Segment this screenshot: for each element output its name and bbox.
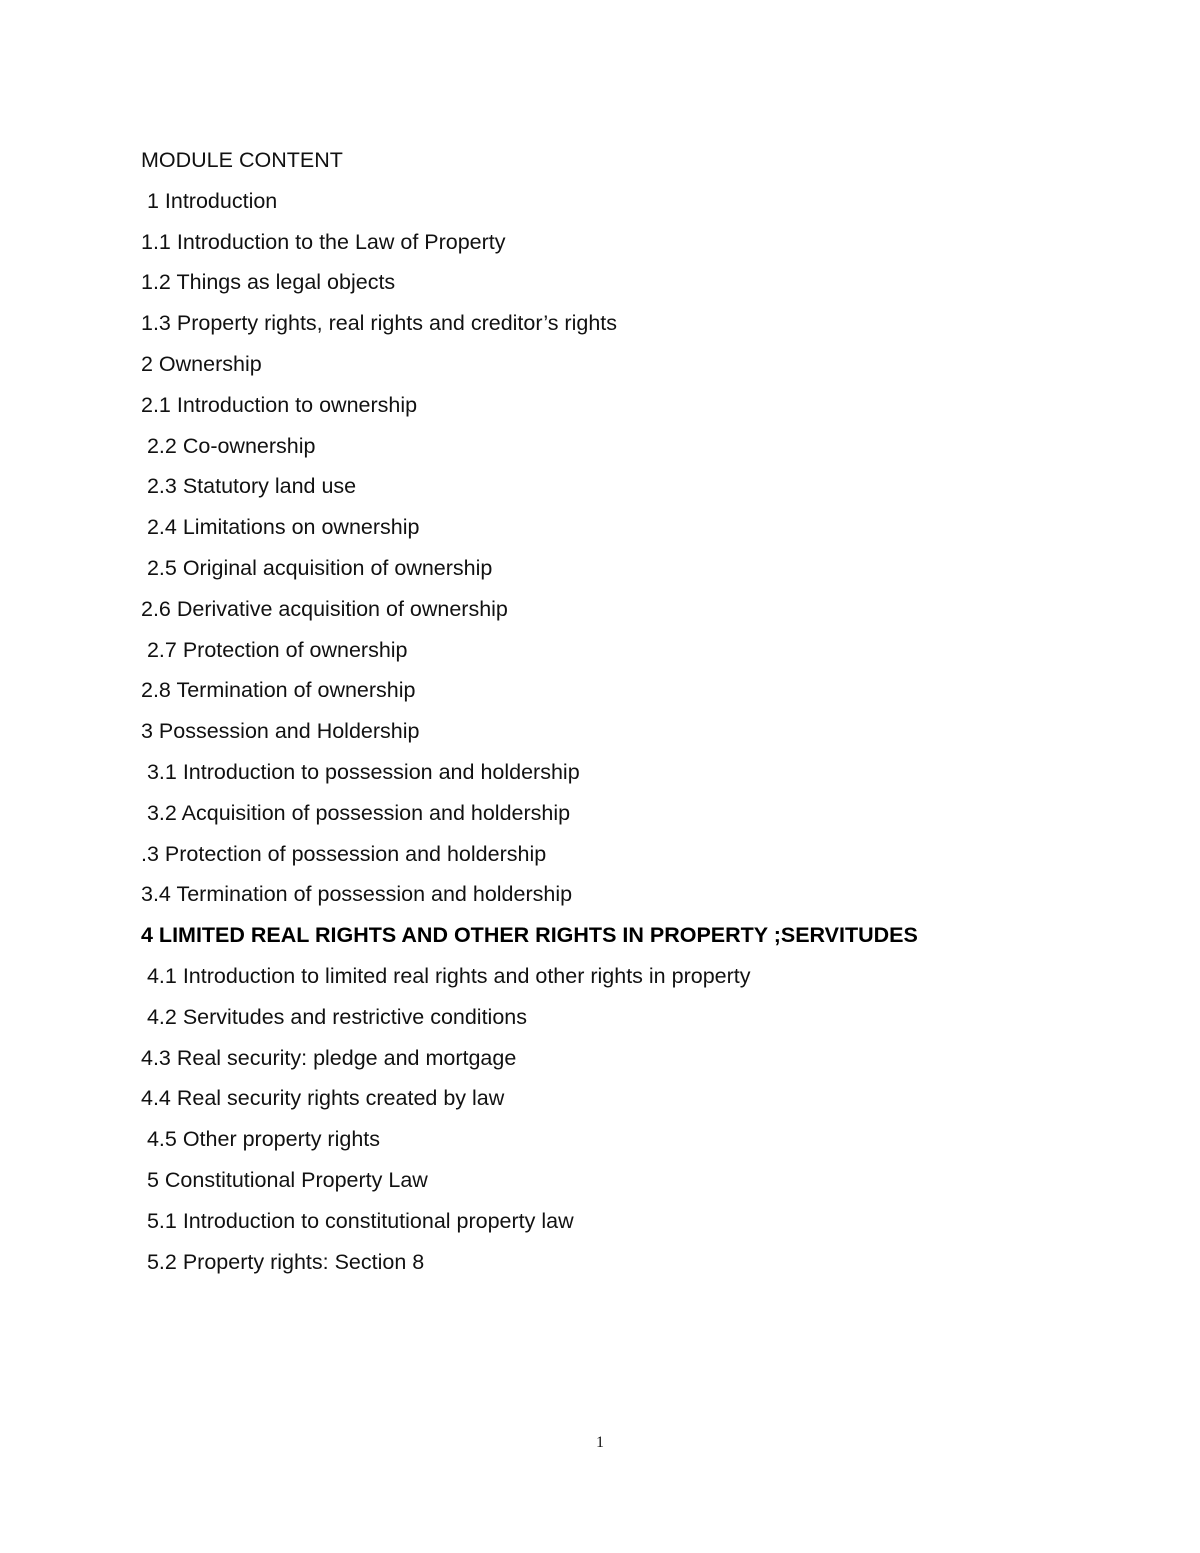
toc-item-4: 4 LIMITED REAL RIGHTS AND OTHER RIGHTS IN PROPERTY ;SERVITUDES: [141, 923, 918, 948]
module-content-heading: MODULE CONTENT: [141, 148, 343, 172]
toc-item-1-3: 1.3 Property rights, real rights and creditor’s rights: [141, 311, 618, 336]
toc-item-4-1: 4.1 Introduction to limited real rights and other rights in property: [141, 963, 751, 988]
toc-item-3-1: 3.1 Introduction to possession and holdership: [141, 759, 580, 784]
toc-item-3-4: 3.4 Termination of possession and holdership: [141, 882, 573, 907]
toc-item-1-2: 1.2 Things as legal objects: [141, 270, 396, 295]
toc-item-2-4: 2.4 Limitations on ownership: [141, 515, 420, 540]
module-content-list: [141, 140, 1101, 1282]
toc-item-2-8: 2.8 Termination of ownership: [141, 678, 416, 703]
toc-item-2-2: 2.2 Co-ownership: [141, 433, 316, 458]
toc-item-4-3: 4.3 Real security: pledge and mortgage: [141, 1045, 517, 1070]
toc-item-5: 5 Constitutional Property Law: [141, 1167, 428, 1192]
toc-item-2-6: 2.6 Derivative acquisition of ownership: [141, 596, 508, 621]
toc-item-4-5: 4.5 Other property rights: [141, 1127, 380, 1152]
toc-item-5-1: 5.1 Introduction to constitutional property law: [141, 1208, 574, 1233]
toc-item-5-2: 5.2 Property rights: Section 8: [141, 1249, 425, 1274]
page-number: 1: [596, 1434, 604, 1451]
toc-item-1: 1 Introduction: [141, 188, 278, 213]
toc-item-3-3: .3 Protection of possession and holdership: [141, 841, 547, 866]
toc-item-4-2: 4.2 Servitudes and restrictive conditions: [141, 1004, 528, 1029]
toc-item-2-5: 2.5 Original acquisition of ownership: [141, 555, 493, 580]
toc-item-4-4: 4.4 Real security rights created by law: [141, 1086, 505, 1111]
toc-item-3: 3 Possession and Holdership: [141, 719, 420, 744]
toc-item-2-1: 2.1 Introduction to ownership: [141, 392, 418, 417]
toc-item-3-2: 3.2 Acquisition of possession and holdership: [141, 800, 571, 825]
toc-item-2-3: 2.3 Statutory land use: [141, 474, 357, 499]
toc-item-2-7: 2.7 Protection of ownership: [141, 637, 408, 662]
toc-item-2: 2 Ownership: [141, 351, 262, 376]
toc-item-1-1: 1.1 Introduction to the Law of Property: [141, 229, 506, 254]
